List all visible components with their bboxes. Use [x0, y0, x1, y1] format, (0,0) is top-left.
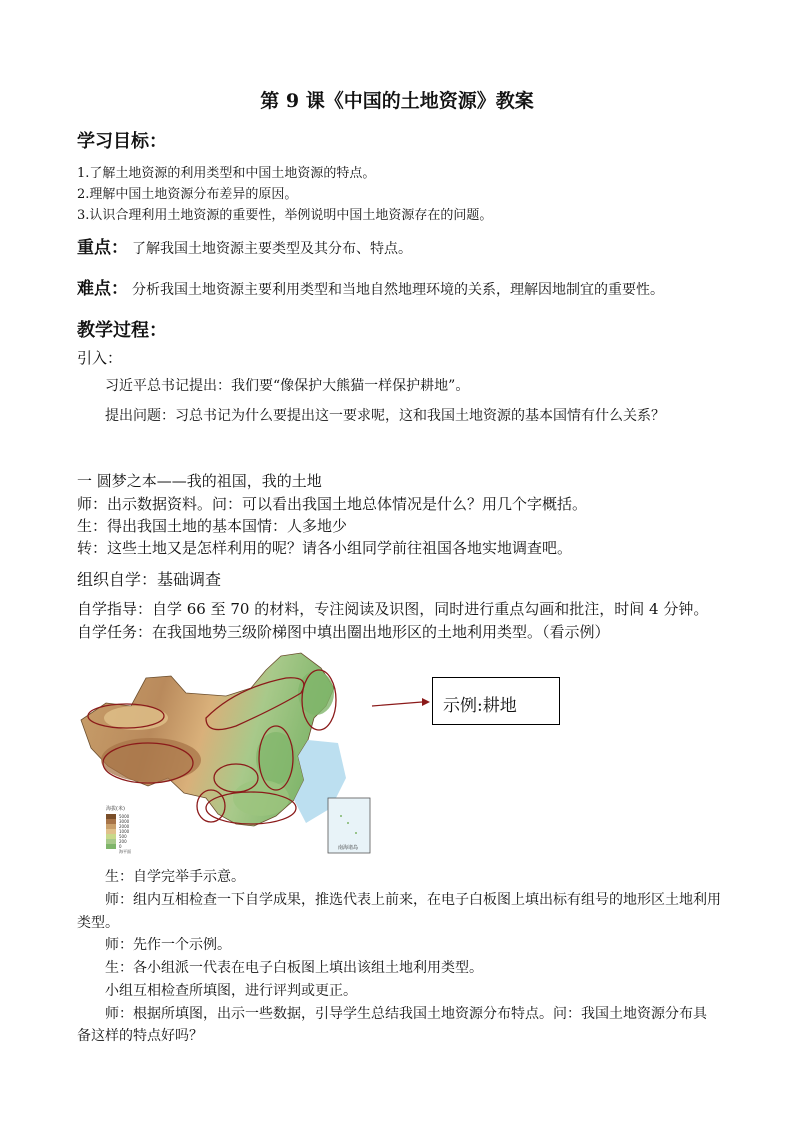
intro-line-2: 提出问题：习总书记为什么要提出这一要求呢，这和我国土地资源的基本国情有什么关系？ — [105, 408, 665, 424]
map-legend — [106, 805, 131, 854]
legend-label-6: 200 — [119, 839, 127, 844]
closing-line-6a: 师：根据所填图，出示一些数据，引导学生总结我国土地资源分布特点。问：我国土地资源分布具 — [105, 1006, 707, 1022]
southeast-hills-region — [233, 780, 289, 816]
objective-item-1: 1.了解土地资源的利用类型和中国土地资源的特点。 — [77, 166, 376, 181]
closing-line-2a: 师：组内互相检查一下自学成果，推选代表上前来，在电子白板图上填出标有组号的地形区土地利用 — [105, 892, 721, 908]
example-callout-text: 示例:耕地 — [443, 696, 517, 716]
china-terrain-map — [76, 648, 376, 858]
legend-label-4: 1000 — [119, 829, 130, 834]
legend-title: 海拔(米) — [106, 806, 125, 812]
difficulty-text: 分析我国土地资源主要利用类型和当地自然地理环境的关系，理解因地制宜的重要性。 — [132, 282, 664, 298]
closing-line-4: 生：各小组派一代表在电子白板图上填出该组土地利用类型。 — [105, 960, 483, 976]
northeast-plain-region — [298, 671, 334, 715]
south-sea-inset — [328, 798, 370, 853]
objective-item-3: 3.认识合理利用土地资源的重要性，举例说明中国土地资源存在的问题。 — [77, 208, 493, 223]
inset-label: 南海诸岛 — [338, 845, 359, 851]
legend-swatch-4 — [106, 829, 116, 834]
key-point-text: 了解我国土地资源主要类型及其分布、特点。 — [132, 241, 412, 257]
self-study-task: 自学任务：在我国地势三级阶梯图中填出圈出地形区的土地利用类型。（看示例） — [77, 623, 610, 641]
difficulty-label: 难点： — [77, 279, 128, 299]
self-study-guide: 自学指导：自学 66 至 70 的材料，专注阅读及识图，同时进行重点勾画和批注，时间 4 分钟。 — [77, 600, 709, 618]
section-one-heading: 一 圆梦之本——我的祖国，我的土地 — [77, 472, 322, 490]
process-heading: 教学过程： — [77, 320, 167, 341]
callout-arrow — [370, 690, 432, 714]
closing-line-3: 师：先作一个示例。 — [105, 937, 231, 953]
objectives-heading: 学习目标： — [77, 131, 167, 152]
self-study-heading: 组织自学：基础调查 — [77, 570, 222, 589]
section-one-student: 生：得出我国土地的基本国情：人多地少 — [77, 517, 348, 535]
legend-swatch-7 — [106, 844, 116, 849]
legend-label-3: 2000 — [119, 824, 130, 829]
legend-label-1: 5000 — [119, 814, 130, 819]
example-callout-box — [432, 677, 560, 725]
legend-label-8: 海平面 — [119, 849, 131, 854]
section-one-teacher: 师：出示数据资料。问：可以看出我国土地总体情况是什么？用几个字概括。 — [77, 495, 588, 513]
plateau-region — [101, 738, 201, 782]
objective-item-2: 2.理解中国土地资源分布差异的原因。 — [77, 187, 298, 202]
section-one-transition: 转：这些土地又是怎样利用的呢？请各小组同学前往祖国各地实地调查吧。 — [77, 539, 573, 557]
intro-label: 引入： — [77, 349, 123, 367]
closing-line-1: 生：自学完举手示意。 — [105, 869, 245, 885]
legend-swatch-2 — [106, 819, 116, 824]
key-point — [77, 233, 412, 258]
closing-line-2b: 类型。 — [77, 915, 119, 931]
closing-line-6b: 备这样的特点好吗？ — [77, 1028, 203, 1044]
key-point-label: 重点： — [77, 238, 128, 258]
legend-swatch-1 — [106, 814, 116, 819]
legend-label-7: 0 — [119, 844, 122, 849]
page-title: 第 9 课《中国的土地资源》教案 — [260, 90, 534, 112]
legend-swatch-3 — [106, 824, 116, 829]
legend-swatch-6 — [106, 839, 116, 844]
legend-label-2: 3000 — [119, 819, 130, 824]
difficulty — [77, 274, 664, 299]
legend-label-5: 500 — [119, 834, 127, 839]
intro-line-1: 习近平总书记提出：我们要“像保护大熊猫一样保护耕地”。 — [105, 378, 470, 394]
closing-line-5: 小组互相检查所填图，进行评判或更正。 — [105, 983, 357, 999]
legend-swatch-5 — [106, 834, 116, 839]
